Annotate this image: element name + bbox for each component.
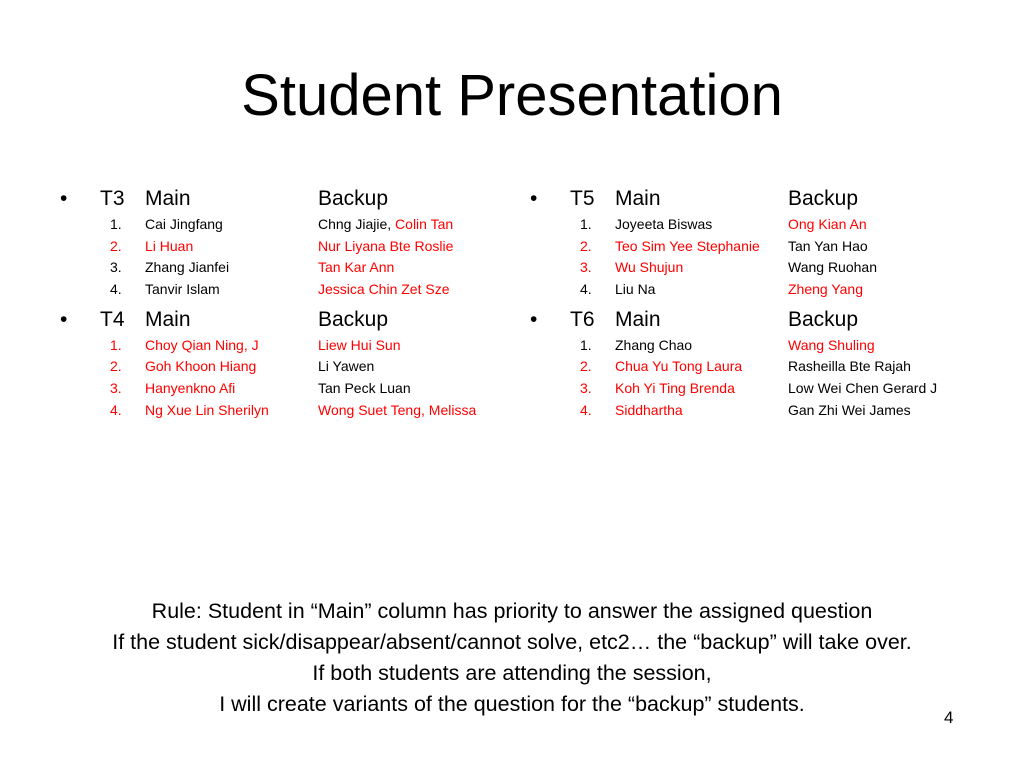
bullet: • [530, 307, 538, 331]
backup-student: Tan Peck Luan [318, 380, 411, 397]
main-student: Li Huan [145, 237, 194, 254]
row-number: 4. [580, 401, 592, 418]
row-number: 3. [110, 380, 122, 397]
main-student: Hanyenkno Afi [145, 380, 236, 397]
backup-cell [788, 257, 877, 279]
row-number: 2. [110, 237, 122, 254]
backup-student: Ong Kian An [788, 216, 867, 232]
backup-student: Nur Liyana Bte Roslie [318, 237, 454, 254]
rule-line: If both students are attending the session, [312, 661, 712, 685]
rule-line: Rule: Student in “Main” column has priority to answer the assigned question [151, 599, 873, 623]
backup-header: Backup [318, 307, 389, 331]
rule-line: If the student sick/disappear/absent/cannot solve, etc2… the “backup” will take over. [112, 630, 912, 654]
row-number: 4. [110, 401, 122, 418]
tutorial-label: T3 [100, 187, 125, 210]
backup-cell [318, 378, 411, 400]
rule-line: I will create variants of the question for the “backup” students. [219, 692, 805, 716]
backup-cell [318, 257, 394, 279]
backup-header: Backup [788, 187, 859, 210]
backup-student: Chng Jiajie, [318, 216, 396, 232]
main-student: Joyeeta Biswas [615, 216, 713, 232]
backup-cell [318, 356, 374, 378]
main-student: Siddhartha [615, 401, 683, 418]
backup-cell [788, 400, 911, 422]
backup-cell [788, 335, 875, 357]
backup-header: Backup [318, 187, 389, 210]
backup-student: Wong Suet Teng, Melissa [318, 401, 477, 418]
backup-student: Jessica Chin Zet Sze [318, 281, 450, 298]
backup-student: Rasheilla Bte Rajah [788, 358, 911, 375]
main-student: Tanvir Islam [145, 281, 220, 298]
row-number: 3. [110, 259, 122, 276]
main-student: Cai Jingfang [145, 216, 223, 232]
row-number: 1. [580, 216, 592, 232]
main-student: Koh Yi Ting Brenda [615, 380, 735, 397]
row-number: 2. [580, 237, 592, 254]
backup-student: Wang Shuling [788, 336, 875, 353]
row-number: 4. [580, 281, 592, 298]
backup-student: Zheng Yang [788, 281, 863, 298]
main-header: Main [615, 187, 661, 210]
row-number: 3. [580, 380, 592, 397]
backup-student: Gan Zhi Wei James [788, 401, 911, 418]
main-header: Main [145, 307, 191, 331]
row-number: 1. [110, 336, 122, 353]
backup-cell [318, 214, 453, 236]
row-number: 1. [110, 216, 122, 232]
row-number: 3. [580, 259, 592, 276]
row-number: 4. [110, 281, 122, 298]
backup-student: Low Wei Chen Gerard J [788, 380, 938, 397]
backup-cell [318, 279, 450, 301]
main-student: Ng Xue Lin Sherilyn [145, 401, 269, 418]
row-number: 1. [580, 336, 592, 353]
page-number: 4 [944, 708, 954, 727]
main-student: Goh Khoon Hiang [145, 358, 257, 375]
main-student: Chua Yu Tong Laura [615, 358, 743, 375]
backup-cell [318, 400, 476, 422]
backup-student-extra: Colin Tan [395, 216, 454, 232]
main-student: Liu Na [615, 281, 656, 298]
bullet: • [60, 307, 68, 331]
rule-note [0, 596, 1024, 720]
backup-student: Tan Kar Ann [318, 259, 395, 276]
bullet: • [60, 187, 68, 210]
main-header: Main [615, 307, 661, 331]
tutorial-label: T5 [570, 187, 595, 210]
backup-cell [788, 279, 863, 301]
row-number: 2. [110, 358, 122, 375]
bullet: • [530, 187, 538, 210]
backup-cell [788, 356, 911, 378]
backup-student: Liew Hui Sun [318, 336, 401, 353]
backup-cell [318, 335, 401, 357]
backup-cell [788, 378, 937, 400]
slide-title: Student Presentation [241, 63, 783, 128]
backup-cell [788, 214, 867, 236]
backup-student: Tan Yan Hao [788, 237, 868, 254]
backup-cell [788, 236, 868, 258]
main-student: Zhang Chao [615, 336, 693, 353]
backup-header: Backup [788, 307, 859, 331]
main-student: Choy Qian Ning, J [145, 336, 259, 353]
main-student: Zhang Jianfei [145, 259, 230, 276]
tutorial-label: T4 [100, 307, 125, 331]
backup-student: Li Yawen [318, 358, 375, 375]
backup-cell [318, 236, 453, 258]
backup-student: Wang Ruohan [788, 259, 877, 276]
row-number: 2. [580, 358, 592, 375]
main-header: Main [145, 187, 191, 210]
main-student: Wu Shujun [615, 259, 684, 276]
main-student: Teo Sim Yee Stephanie [615, 237, 760, 254]
tutorial-label: T6 [570, 307, 595, 331]
